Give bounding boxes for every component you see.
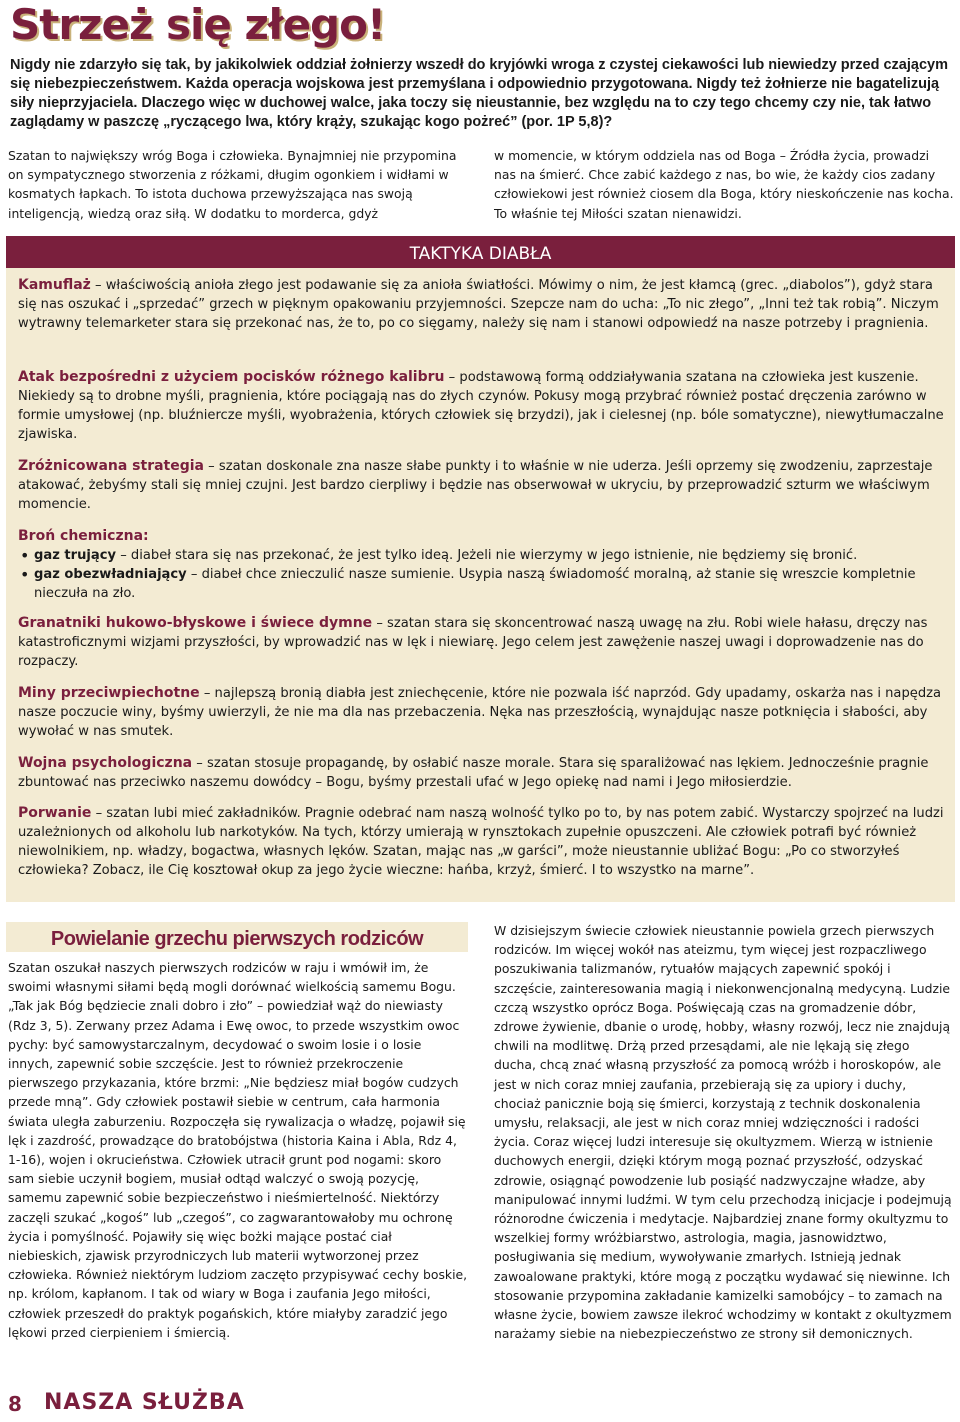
tactic-text: – podstawową formą oddziaływania szatana na człowieka jest kuszenie. Niekiedy są to drobne myśli, pragnienia, które pociągają nas do złych czynów. Pokusy mogą przybrać również postać dręczenia zarówno w formie umysłowej (np. bluźniercze myśli, wyobrażenia, których człowiek się brzydzi), jak i cielesnej (np. bóle somatyczne), niewytłumaczalne zjawiska. bbox=[18, 370, 944, 442]
tactic-text: – szatan doskonale zna nasze słabe punkty i to właśnie w nie uderza. Jeśli oprzemy się zwodzeniu, zaprzestaje atakować, żebyśmy stali się mniej czujni. Jest bardzo cierpliwy i będzie nas obserwował w ukryciu, by przeprowadzić szturm we właściwym momencie. bbox=[18, 459, 933, 512]
page-number: 8 bbox=[8, 1392, 22, 1416]
list-item: • gaz obezwładniający – diabeł chce znieczulić nasze sumienie. Usypia naszą świadomość moralną, aż stanie się wreszcie kompletnie nieczuła na zło. bbox=[18, 565, 948, 603]
tactic-text: – właściwością anioła złego jest podawanie się za anioła światłości. Mówimy o nim, że jest kłamcą (grec. „diabolos”), gdyż stara się nas oszukać i „sprzedać” grzech w pięknym opakowaniu przyjemności. Szepcze nam do ucha: „To nic złego”, „Inni też tak robią”. Niczym wytrawny telemarketer stara się przekonać nas, że to, po co sięgamy, należy się nam i stanowi odpowiedź na nasze potrzeby i pragnienia. bbox=[18, 278, 939, 331]
tactic-name: Kamuflaż bbox=[18, 277, 91, 293]
tactic-chemical-weapon bbox=[18, 527, 948, 603]
section-title: Powielanie grzechu pierwszych rodziców bbox=[50, 928, 424, 950]
tactic-grenades bbox=[18, 614, 948, 671]
tactic-text: – najlepszą bronią diabła jest zniechęcenie, które nie pozwala iść naprzód. Gdy upadamy, oskarża nas i napędza nasze poczucie winy, byśmy uwierzyli, że nie ma dla nas przebaczenia. Nęka nas przeszłością, wynajdując nasze potknięcia i słabości, aby wywołać w nas smutek. bbox=[18, 686, 942, 739]
tactic-name: Atak bezpośredni z użyciem pocisków różnego kalibru bbox=[18, 369, 445, 385]
tactic-text: – szatan stosuje propagandę, by osłabić nasze morale. Stara się sparaliżować nas lękiem. Jednocześnie pragnie zbuntować nas przeciwko naszemu dowódcy – Bogu, byśmy przestali ufać w Jego opiekę nad nami i Jego miłosierdzie. bbox=[18, 756, 929, 790]
bullet-list bbox=[18, 546, 948, 603]
tactic-mines bbox=[18, 684, 948, 741]
intro-column-right: w momencie, w którym oddziela nas od Boga – Źródła życia, prowadzi nas na śmierć. Chce zabić każdego z nas, bo wie, że każdy cios zadany człowiekowi jest również ciosem dla Boga, który nieskończenie nas kocha. To właśnie tej Miłości szatan nienawidzi. bbox=[494, 148, 954, 221]
tactic-direct-attack bbox=[18, 368, 948, 444]
page-title: Strzeż się złego! bbox=[10, 0, 386, 49]
tactic-camouflage bbox=[18, 276, 948, 333]
intro-column-left: Szatan to największy wróg Boga i człowieka. Bynajmniej nie przypomina on sympatycznego stworzenia z różkami, długim ogonkiem i widłami w kosmatych łapkach. To istota duchowa przewyższająca nas swoją inteligencją, wiedzą oraz siłą. W dodatku to morderca, gdyż bbox=[8, 148, 457, 221]
section-title-box bbox=[6, 922, 468, 952]
magazine-logo: NASZA SŁUŻBA bbox=[44, 1390, 245, 1415]
tactic-name: Porwanie bbox=[18, 805, 92, 821]
tactic-name: Wojna psychologiczna bbox=[18, 755, 193, 771]
tactic-name: Granatniki hukowo-błyskowe i świece dymne bbox=[18, 615, 373, 631]
tactic-text: – szatan lubi mieć zakładników. Pragnie odebrać nam naszą wolność tylko po to, by nas potem zabić. Wystarczy spojrzeć na ludzi uzależnionych od alkoholu lub narkotyków. Na tych, którzy umierają w rynsztokach zupełnie opuszczeni. Ale człowiek potrafi być również niewolnikiem, np. władzy, bogactwa, własnych lęków. Szatan, mając nas „w garści”, może nieustannie ubliżać Bogu: „Po co stworzyłeś człowieka? Zobacz, ile Cię kosztował okup za jego życie wieczne: hańba, krzyż, śmierć. I to wszystko na marne”. bbox=[18, 806, 944, 878]
tactic-psychological-war bbox=[18, 754, 948, 792]
tactics-header: TAKTYKA DIABŁA bbox=[6, 236, 955, 268]
tactic-name: Zróżnicowana strategia bbox=[18, 458, 205, 474]
tactic-kidnapping bbox=[18, 804, 948, 880]
tactic-name: Broń chemiczna: bbox=[18, 528, 149, 544]
tactic-text: – szatan stara się skoncentrować naszą uwagę na złu. Robi wiele hałasu, dręczy nas katastroficznymi wizjami przyszłości, by wprowadzić nas w lęk i niewiarę. Jego celem jest zawężenie naszej uwagi i doprowadzenie nas do rozpaczy. bbox=[18, 616, 928, 669]
intro-paragraph: Nigdy nie zdarzyło się tak, by jakikolwiek oddział żołnierzy wszedł do kryjówki wroga z czystej ciekawości lub niewiedzy przed czającym się niebezpieczeństwem. Każda operacja wojskowa jest przemyślana i odpowiednio przygotowana. Nigdy też żołnierze nie bagatelizują siły nieprzyjaciela. Dlaczego więc w duchowej walce, jaka toczy się nieustannie, bez względu na to czy tego chcemy czy nie, tak łatwo zaglądamy w paszczę „ryczącego lwa, który krąży, szukając kogo pożreć” (por. 1P 5,8)? bbox=[10, 57, 948, 130]
section-column-right: W dzisiejszym świecie człowiek nieustannie powiela grzech pierwszych rodziców. Im więcej wokół nas ateizmu, tym więcej jest rozpaczliwego poszukiwania talizmanów, rytuałów mających zapewnić spokój i szczęście, zainteresowania magią i niekonwencjonalną medycyną. Ludzie czczą wszystko oprócz Boga. Poświęcają czas na gromadzenie dóbr, zdrowe żywienie, dbanie o urodę, hobby, własny rozwój, lecz nie znajdują chwili na modlitwę. Drżą przed przesądami, ale nie lękają się złego ducha, chcą znać własną przyszłość za pomocą wróżb i horoskopów, ale jest w nich coraz mniej zaufania, przebierają się za upiory i duchy, chociaż panicznie boją się śmierci, korzystają z technik doskonalenia umysłu, relaksacji, ale jest w nich coraz mniej wdzięczności i radości życia. Coraz więcej ludzi interesuje się okultyzmem. Wierzą w istnienie duchowych energii, dzięki którym mogą poznać przyszłość, odzyskać zdrowie, osiągnąć powodzenie lub posiąść nadzwyczajne władze, aby manipulować innymi ludźmi. W tym celu przechodzą inicjacje i podejmują różnorodne ćwiczenia i medytacje. Najbardziej znane formy okultyzmu to wszelkiej formy wróżbiarstwo, astrologia, magia, jasnowidztwo, posługiwania się medium, wywoływanie zmarłych. Istnieją jednak zawoalowane praktyki, które mogą z początku wydawać się niewinne. Ich stosowanie przypomina zakładanie kamizelki samobójcy – to zamach na własne życie, bowiem zawsze ilekroć wchodzimy w kontakt z okultyzmem narażamy siebie na niebezpieczeństwo ze strony sił demonicznych. bbox=[494, 923, 952, 1342]
section-column-left: Szatan oszukał naszych pierwszych rodziców w raju i wmówił im, że swoimi własnymi siłami będą mogli dorównać wielkością samemu Bogu. „Tak jak Bóg będziecie znali dobro i zło” – powiedział wąż do niewiasty (Rdz 3, 5). Zerwany przez Adama i Ewę owoc, to przede wszystkim owoc pychy: być samowystarczalnym, decydować o swoim losie i o losie innych, zapewnić sobie szczęście. Jest to również przekroczenie pierwszego przykazania, które brzmi: „Nie będziesz miał bogów cudzych przede mną”. Gdy człowiek postawił siebie w centrum, cała harmonia świata uległa zaburzeniu. Rozpoczęła się rywalizacja o władzę, pojawił się lęk i zazdrość, prowadzące do bratobójstwa (historia Kaina i Abla, Rdz 4, 1-16), wojen i okrucieństwa. Człowiek utracił grunt pod nogami: skoro sam siebie uczynił bogiem, musiał odtąd walczyć o swoją pozycję, samemu zapewnić sobie bezpieczeństwo i nieśmiertelność. Niektórzy zaczęli szukać „kogoś” lub „czegoś”, co zagwarantowałoby mu ochronę życia i pomyślność. Pojawiły się więc bożki mające postać ciał niebieskich, zjawisk przyrodniczych lub materii wytworzonej przez człowieka. Również niektórym ludziom zaczęto przypisywać cechy boskie, np. królom, kapłanom. I tak od wiary w Boga i zaufania Jego miłości, człowiek przeszedł do praktyk pogańskich, które miałyby zaradzić jego lękowi przed cierpieniem i śmiercią. bbox=[8, 960, 468, 1340]
tactics-box bbox=[6, 236, 955, 902]
list-item: • gaz trujący – diabeł stara się nas przekonać, że jest tylko ideą. Jeżeli nie wierzymy w jego istnienie, nie będziemy się bronić. bbox=[18, 546, 948, 565]
tactic-name: Miny przeciwpiechotne bbox=[18, 685, 200, 701]
tactic-strategy bbox=[18, 457, 948, 514]
